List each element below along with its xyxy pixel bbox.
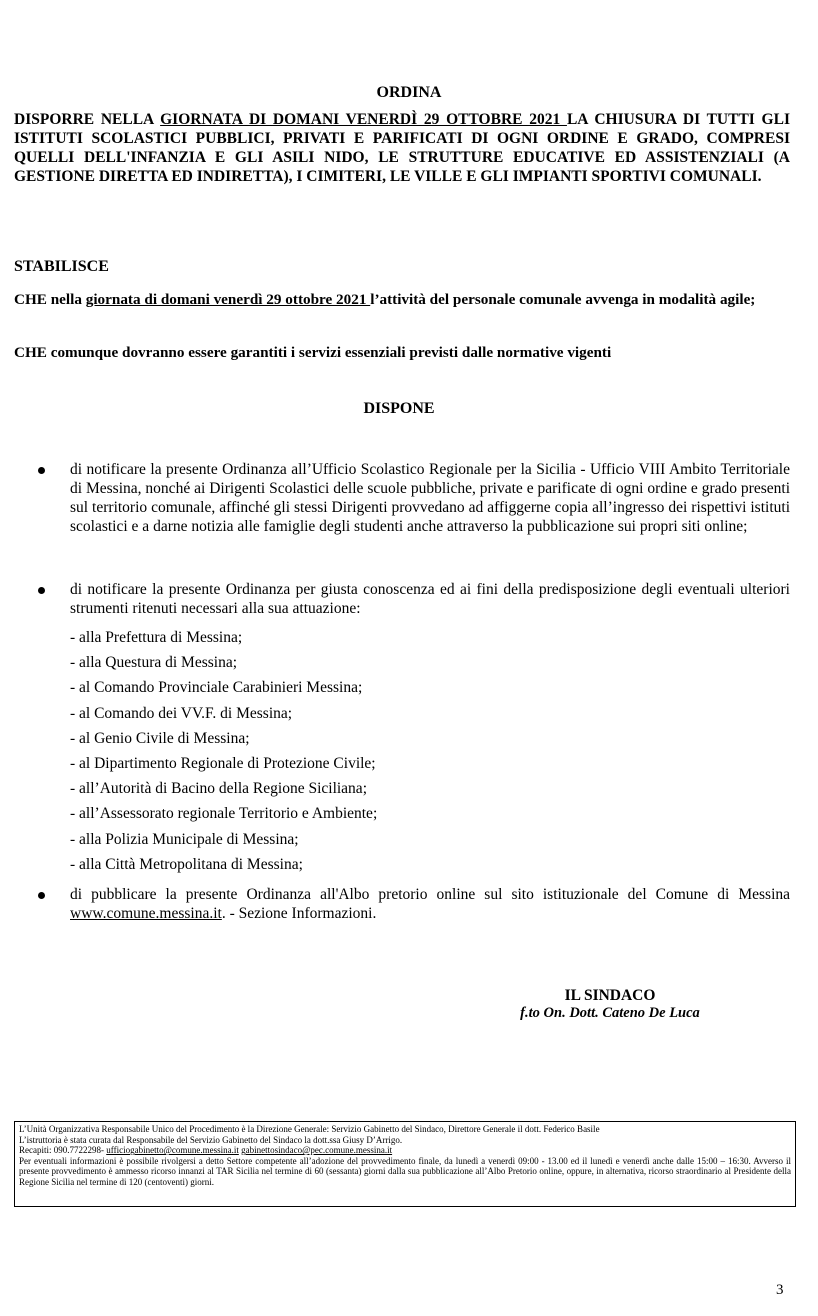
ordina-paragraph	[14, 110, 790, 186]
stabilisce-p1-date: giornata di domani venerdì 29 ottobre 2021	[85, 291, 371, 308]
footer-line-recapiti	[19, 1145, 791, 1156]
recipients-list	[70, 625, 377, 877]
bullet-dot	[38, 892, 45, 899]
list-item: - al Comando Provinciale Carabinieri Messina;	[70, 679, 363, 697]
bullet-dot	[38, 467, 45, 474]
bullet-3-text: di pubblicare la presente Ordinanza all'Albo pretorio online sul sito istituzionale del Comune di Messina	[70, 886, 790, 903]
ordina-text-start: DISPORRE NELLA	[14, 111, 161, 128]
list-item: - al Dipartimento Regionale di Protezione Civile;	[70, 755, 376, 773]
heading-stabilisce: STABILISCE	[14, 258, 109, 275]
list-item: - alla Questura di Messina;	[70, 654, 238, 672]
signature-title: IL SINDACO	[564, 987, 656, 1004]
list-item: - all’Autorità di Bacino della Regione Siciliana;	[70, 780, 367, 798]
signature-name: f.to On. Dott. Cateno De Luca	[520, 1005, 700, 1021]
list-item: - al Comando dei VV.F. di Messina;	[70, 704, 293, 722]
dispone-bullet-2: di notificare la presente Ordinanza per giusta conoscenza ed ai fini della predisposizione degli eventuali ulteriori strumenti ritenuti necessari alla sua attuazione:	[70, 581, 790, 617]
stabilisce-p1-start: CHE nella	[14, 291, 86, 308]
list-item: - alla Prefettura di Messina;	[70, 629, 243, 646]
footer-line-istruttoria: L’istruttoria è stata curata dal Responsabile del Servizio Gabinetto del Sindaco la dott.ssa Giusy D’Arrigo.	[19, 1134, 403, 1145]
heading-dispone: DISPONE	[363, 400, 435, 417]
footer-line-informazioni: Per eventuali informazioni è possibile rivolgersi a detto Settore competente all’adozione del provvedimento finale, da lunedì a venerdì 09:00 - 13.00 ed il lunedì e venerdì anche dalle 15:00 – 16:30. Avverso il presente provvedimento è ammesso ricorso innanzi al TAR Sicilia nel termine di 60 (sessanta) giorni dalla sua pubblicazione all’Albo Pretorio online, oppure, in alternativa, ricorso straordinario al Presidente della Regione Sicilia nel termine di 120 (centoventi) giorni.	[19, 1155, 791, 1187]
ordina-date-underlined: GIORNATA DI DOMANI VENERDÌ 29 OTTOBRE 2021	[160, 111, 567, 128]
dispone-bullet-1: di notificare la presente Ordinanza all’Ufficio Scolastico Regionale per la Sicilia - Ufficio VIII Ambito Territoriale di Messina, nonché ai Dirigenti Scolastici delle scuole pubbliche, private e parificate di ogni ordine e grado presenti sul territorio comunale, affinché gli stessi Dirigenti provvedano ad affiggerne copia all’ingresso dei rispettivi istituti scolastici e a darne notizia alle famiglie degli studenti anche attraverso la pubblicazione sui propri siti online;	[70, 461, 790, 535]
footer-line-responsabile: L’Unità Organizzativa Responsabile Unico del Procedimento è la Direzione Generale: Servizio Gabinetto del Sindaco, Direttore Generale il dott. Federico Basile	[19, 1124, 600, 1134]
stabilisce-paragraph-2: CHE comunque dovranno essere garantiti i servizi essenziali previsti dalle normative vigenti	[14, 344, 612, 361]
stabilisce-p1-rest: l’attività del personale comunale avvenga in modalità agile;	[370, 291, 756, 308]
bullet-3-text-end: . - Sezione Informazioni.	[221, 905, 377, 922]
bullet-dot	[38, 587, 45, 594]
heading-ordina: ORDINA	[376, 84, 442, 101]
stabilisce-paragraph-1	[14, 290, 790, 309]
list-item: - alla Polizia Municipale di Messina;	[70, 830, 299, 848]
list-item: - all’Assessorato regionale Territorio e Ambiente;	[70, 805, 378, 823]
footer-pec-link[interactable]: gabinettosindaco@pec.comune.messina.it	[241, 1145, 393, 1156]
list-item: - al Genio Civile di Messina;	[70, 729, 250, 747]
ordina-text-rest: LA CHIUSURA DI TUTTI GLI ISTITUTI SCOLASTICI PUBBLICI, PRIVATI E PARIFICATI DI OGNI ORDINE E GRADO, COMPRESI QUELLI DELL'INFANZIA E GLI ASILI NIDO, LE STRUTTURE EDUCATIVE ED ASSISTENZIALI (A GESTIONE DIRETTA ED INDIRETTA), I CIMITERI, LE VILLE E GLI IMPIANTI SPORTIVI COMUNALI.	[14, 111, 790, 185]
footer-info-box	[14, 1121, 796, 1207]
footer-recapiti-label: Recapiti: 090.7722298-	[19, 1145, 107, 1156]
list-item: - alla Città Metropolitana di Messina;	[70, 855, 303, 873]
page-number: 3	[776, 1282, 784, 1298]
comune-website-link[interactable]: www.comune.messina.it	[70, 905, 222, 922]
dispone-bullet-3	[70, 885, 790, 923]
footer-email-link[interactable]: ufficiogabinetto@comune.messina.it	[106, 1145, 239, 1156]
